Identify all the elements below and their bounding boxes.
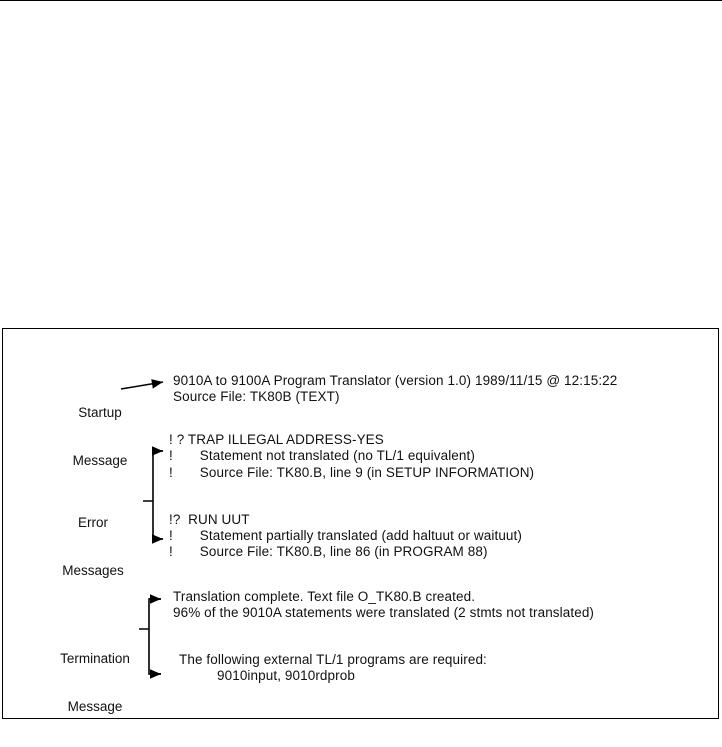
termination-label xyxy=(47,619,143,747)
startup-label-line2: Message xyxy=(72,453,128,468)
termination-line1: Translation complete. Text file O_TK80.B created. xyxy=(173,589,476,604)
termination-label-line1: Termination xyxy=(60,651,130,666)
error-block1-line1: ! ? TRAP ILLEGAL ADDRESS-YES xyxy=(169,432,384,447)
page-top-rule xyxy=(0,0,722,1)
startup-label xyxy=(65,373,135,501)
error-bracket xyxy=(143,451,163,539)
translator-output-figure xyxy=(2,328,719,719)
error-block2-line1: !? RUN UUT xyxy=(169,512,250,527)
error-block1-line2: ! Statement not translated (no TL/1 equivalent) xyxy=(169,448,475,463)
error-block2-line3: ! Source File: TK80.B, line 86 (in PROGRAM 88) xyxy=(169,544,488,559)
error-label xyxy=(53,483,133,611)
termination-line4: 9010input, 9010rdprob xyxy=(217,668,355,683)
termination-line2: 96% of the 9010A statements were translated (2 stmts not translated) xyxy=(173,605,595,620)
startup-line1: 9010A to 9100A Program Translator (version 1.0) 1989/11/15 @ 12:15:22 xyxy=(173,373,618,388)
termination-label-line2: Message xyxy=(67,699,123,714)
error-label-line1: Error xyxy=(78,515,108,530)
error-block1-line3: ! Source File: TK80.B, line 9 (in SETUP INFORMATION) xyxy=(169,465,535,480)
startup-label-line1: Startup xyxy=(78,405,122,420)
termination-line3: The following external TL/1 programs are required: xyxy=(179,652,487,667)
error-block2-line2: ! Statement partially translated (add haltuut or waituut) xyxy=(169,528,522,543)
error-label-line2: Messages xyxy=(62,563,124,578)
startup-line2: Source File: TK80B (TEXT) xyxy=(173,389,340,404)
